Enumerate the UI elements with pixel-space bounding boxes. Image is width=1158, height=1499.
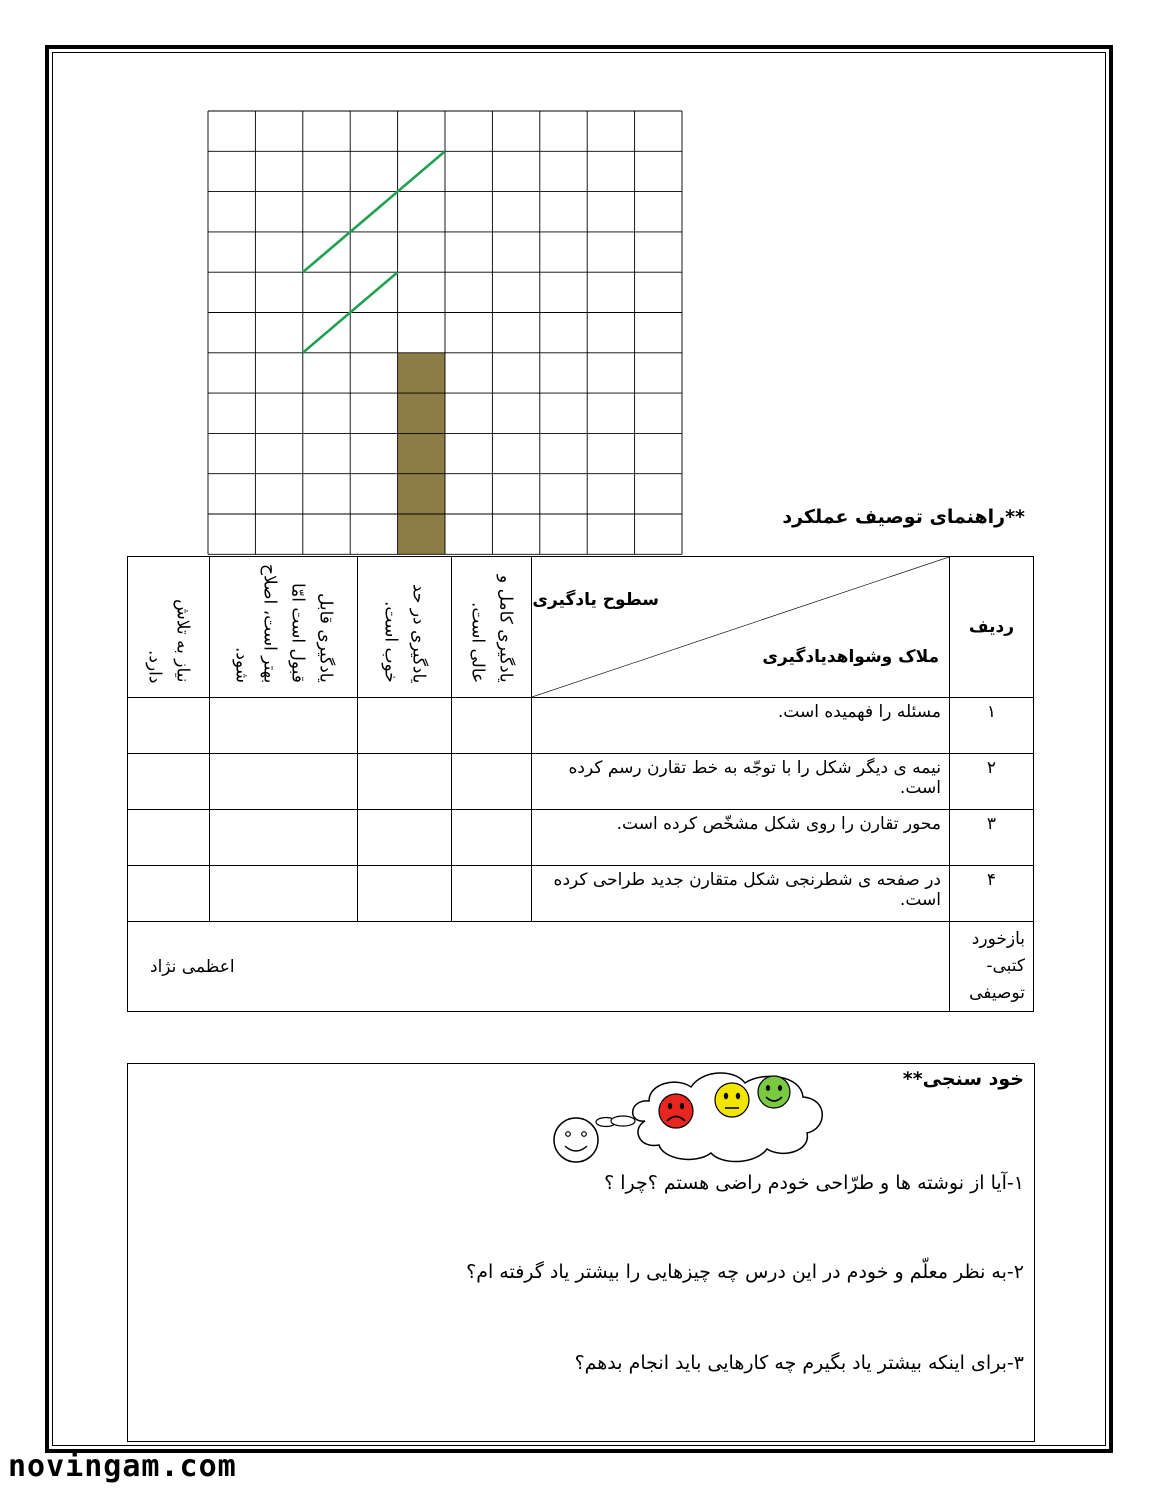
level-cell[interactable] [210, 810, 358, 866]
level-cell[interactable] [358, 698, 452, 754]
level-cell[interactable] [128, 698, 210, 754]
feedback-value: اعظمی نژاد [150, 956, 235, 977]
row-number: ۳ [950, 810, 1034, 866]
level-cell[interactable] [210, 698, 358, 754]
level-cell[interactable] [452, 698, 532, 754]
level-cell[interactable] [358, 754, 452, 810]
thought-bubble-medium [611, 1116, 635, 1126]
self-question-3: ۳-برای اینکه بیشتر یاد بگیرم چه کارهایی باید انجام بدهم؟ [574, 1352, 1024, 1374]
level-cell[interactable] [452, 810, 532, 866]
level-cell[interactable] [452, 754, 532, 810]
level-cell[interactable] [210, 866, 358, 922]
level-cell[interactable] [358, 866, 452, 922]
site-watermark: novingam.com [8, 1449, 237, 1484]
level-header-excellent: یادگیری کامل و عالی است. [452, 557, 532, 698]
rubric-row [128, 698, 1034, 754]
criterion-text: در صفحه ی شطرنجی شکل متقارن جدید طراحی کرده است. [532, 866, 950, 922]
filled-cells [398, 353, 445, 555]
row-number-header: ردیف [950, 557, 1034, 698]
level-cell[interactable] [452, 866, 532, 922]
criteria-header: ملاک وشواهدیادگیری [762, 647, 939, 667]
guide-title: **راهنمای توصیف عملکرد [782, 506, 1025, 528]
self-question-2: ۲-به نظر معلّم و خودم در این درس چه چیزهایی را بیشتر یاد گرفته ام؟ [466, 1261, 1024, 1283]
self-assessment-title: خود سنجی** [902, 1068, 1024, 1090]
green-drawn-segment [303, 151, 445, 272]
level-cell[interactable] [128, 754, 210, 810]
level-cell[interactable] [128, 866, 210, 922]
row-number: ۱ [950, 698, 1034, 754]
rubric-table [127, 556, 1034, 1012]
rubric-row [128, 866, 1034, 922]
level-cell[interactable] [128, 810, 210, 866]
levels-header: سطوح یادگیری [532, 590, 659, 610]
thought-bubble-illustration [545, 1063, 835, 1173]
level-header-good: یادگیری در حد خوب است. [358, 557, 452, 698]
row-number: ۴ [950, 866, 1034, 922]
criterion-text: نیمه ی دیگر شکل را با توجّه به خط تقارن رسم کرده است. [532, 754, 950, 810]
feedback-value-cell[interactable] [128, 922, 950, 1012]
rubric-header-row [128, 557, 1034, 698]
criterion-text: مسئله را فهمیده است. [532, 698, 950, 754]
rubric-row [128, 754, 1034, 810]
sad-face-icon [659, 1094, 693, 1128]
rubric-row [128, 810, 1034, 866]
diagonal-line [532, 557, 949, 697]
feedback-row [128, 922, 1034, 1012]
happy-face-icon [758, 1076, 790, 1108]
level-header-acceptable: یادگیری قابل قبول است امّا بهتر است، اصلاح شود. [210, 557, 358, 698]
feedback-label: بازخورد کتبی- توصیفی [950, 922, 1034, 1012]
thinking-face-icon [554, 1118, 598, 1162]
level-cell[interactable] [210, 754, 358, 810]
neutral-face-icon [715, 1083, 749, 1117]
level-header-needs-effort: نیاز به تلاش دارد. [128, 557, 210, 698]
self-question-1: ۱-آیا از نوشته ها و طرّاحی خودم راضی هستم ؟چرا ؟ [604, 1172, 1024, 1194]
row-number: ۲ [950, 754, 1034, 810]
criterion-text: محور تقارن را روی شکل مشخّص کرده است. [532, 810, 950, 866]
diagonal-header-cell [532, 557, 950, 698]
level-cell[interactable] [358, 810, 452, 866]
